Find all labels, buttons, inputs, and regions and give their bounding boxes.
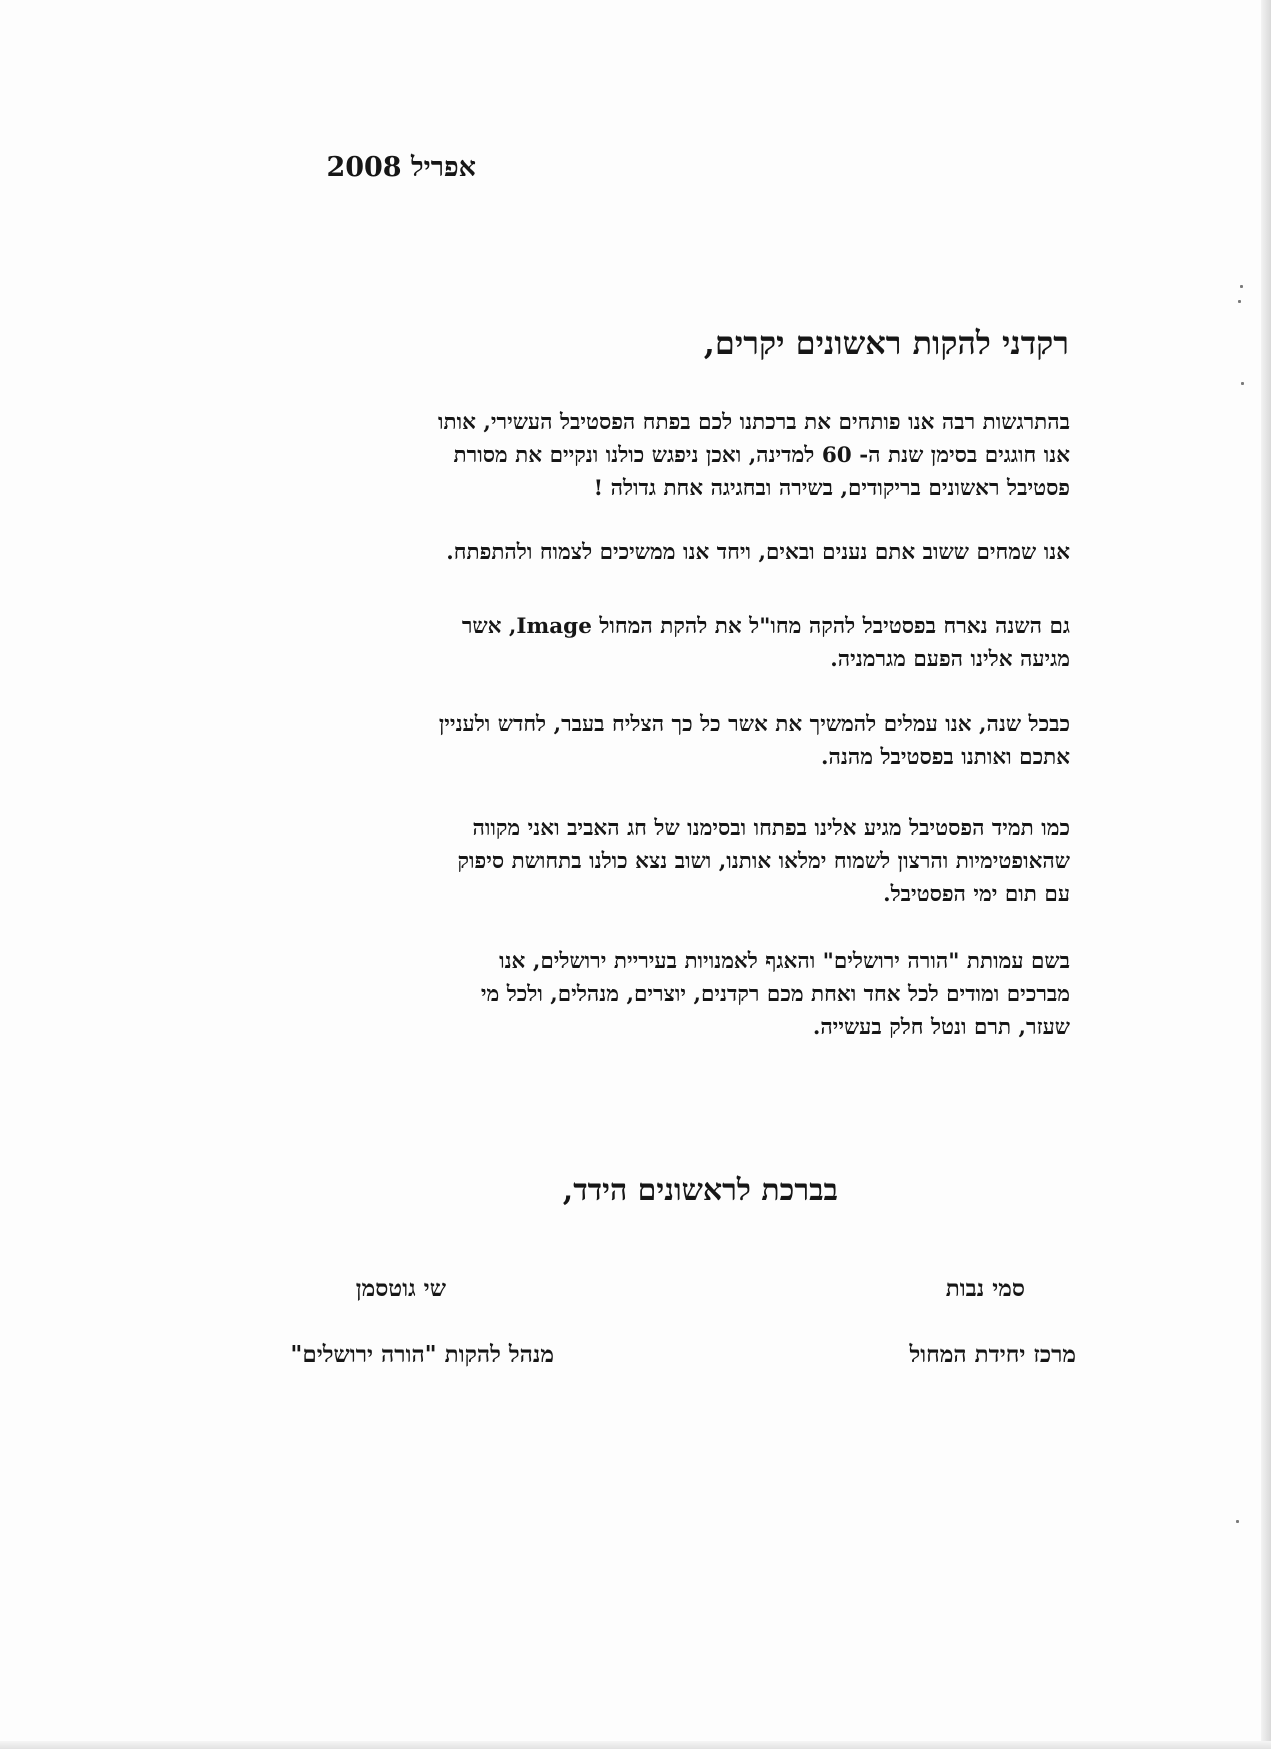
paragraph-line: אנו חוגגים בסימן שנת ה- 60 למדינה, ואכן ניפגש כולנו ונקיים את מסורת xyxy=(453,443,1070,468)
paragraph-1 xyxy=(130,406,1070,505)
paragraph-line: מברכים ומודים לכל אחד ואחת מכם רקדנים, יוצרים, מנהלים, ולכל מי xyxy=(480,982,1070,1007)
paragraph-line: אנו שמחים ששוב אתם נענים ובאים, ויחד אנו ממשיכים לצמוח ולהתפתח. xyxy=(446,540,1070,565)
paragraph-4 xyxy=(130,708,1070,774)
paragraph-line: גם השנה נארח בפסטיבל להקה מחו"ל את להקת המחול Image, אשר xyxy=(461,614,1070,639)
paragraph-line: מגיעה אלינו הפעם מגרמניה. xyxy=(830,647,1070,672)
paragraph-line: שהאופטימיות והרצון לשמוח ימלאו אותנו, ושוב נצא כולנו בתחושת סיפוק xyxy=(457,849,1070,874)
paragraph-3 xyxy=(130,610,1070,676)
scan-speck xyxy=(1236,1520,1239,1523)
paragraph-2 xyxy=(130,536,1070,569)
paragraph-line: אתכם ואותנו בפסטיבל מהנה. xyxy=(821,745,1070,770)
signer-title-2: מנהל להקות "הורה ירושלים" xyxy=(290,1341,554,1368)
signer-title-1: מרכז יחידת המחול xyxy=(909,1341,1076,1368)
page-bottom-shadow xyxy=(0,1741,1271,1749)
letter-greeting: רקדני להקות ראשונים יקרים, xyxy=(703,324,1069,362)
paragraph-line: עם תום ימי הפסטיבל. xyxy=(883,882,1070,907)
paragraph-line: כבכל שנה, אנו עמלים להמשיך את אשר כל כך הצליח בעבר, לחדש ולעניין xyxy=(438,712,1070,737)
scan-speck xyxy=(1241,382,1244,385)
paragraph-6 xyxy=(130,945,1070,1044)
paragraph-line: פסטיבל ראשונים בריקודים, בשירה ובחגיגה אחת גדולה ! xyxy=(593,476,1070,501)
paragraph-line: שעזר, תרם ונטל חלק בעשייה. xyxy=(812,1015,1070,1040)
paragraph-line: כמו תמיד הפסטיבל מגיע אלינו בפתחו ובסימנו של חג האביב ואני מקווה xyxy=(472,816,1070,841)
paragraph-line: בהתרגשות רבה אנו פותחים את ברכתנו לכם בפתח הפסטיבל העשירי, אותו xyxy=(437,410,1070,435)
letter-date: אפריל 2008 xyxy=(326,152,476,183)
paragraph-5 xyxy=(130,812,1070,911)
signer-name-2: שי גוטסמן xyxy=(355,1275,446,1302)
signer-name-1: סמי נבות xyxy=(945,1275,1025,1302)
letter-closing: בברכת לראשונים הידד, xyxy=(562,1173,838,1208)
paragraph-line: בשם עמותת "הורה ירושלים" והאגף לאמנויות בעיריית ירושלים, אנו xyxy=(499,949,1070,974)
scan-speck xyxy=(1240,285,1243,288)
page-edge-shadow xyxy=(1261,0,1271,1749)
scan-speck xyxy=(1238,300,1241,303)
